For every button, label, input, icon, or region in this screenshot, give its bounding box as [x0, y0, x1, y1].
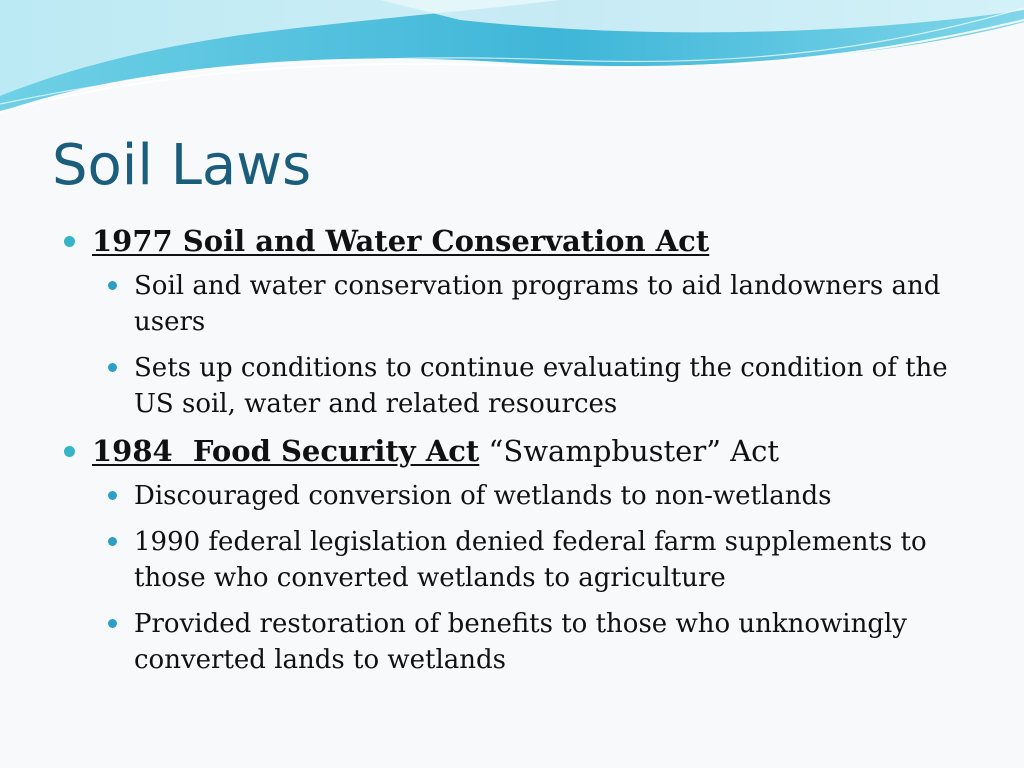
sub-bullet-item — [134, 524, 982, 596]
sub-bullet-item — [134, 350, 982, 422]
act-suffix: “Swampbuster” Act — [479, 434, 780, 468]
act-title: 1977 Soil and Water Conservation Act — [92, 224, 710, 258]
slide-title: Soil Laws — [52, 133, 312, 198]
bullet-level1 — [62, 222, 982, 260]
bullet-level1 — [62, 432, 982, 470]
sub-bullet-list — [62, 478, 982, 678]
header-wave-decoration — [0, 0, 1024, 130]
sub-bullet-item — [134, 478, 982, 514]
bullet-dot-icon — [64, 236, 75, 247]
sub-bullet-list — [62, 268, 982, 422]
sub-bullet-text: Provided restoration of benefits to those who unknowingly converted lands to wetlands — [134, 609, 907, 675]
list-item-1984-act — [62, 432, 982, 678]
bullet-dot-icon — [108, 619, 117, 628]
bullet-dot-icon — [64, 446, 75, 457]
bullet-dot-icon — [108, 363, 117, 372]
sub-bullet-text: Sets up conditions to continue evaluating the condition of the US soil, water and related resources — [134, 353, 948, 419]
list-item-1977-act — [62, 222, 982, 422]
sub-bullet-text: Discouraged conversion of wetlands to non-wetlands — [134, 481, 832, 511]
bullet-list — [62, 222, 982, 688]
bullet-dot-icon — [108, 491, 117, 500]
sub-bullet-text: 1990 federal legislation denied federal farm supplements to those who converted wetlands to agriculture — [134, 527, 927, 593]
sub-bullet-text: Soil and water conservation programs to aid landowners and users — [134, 271, 941, 337]
sub-bullet-item — [134, 268, 982, 340]
act-title: 1984 Food Security Act — [92, 434, 480, 468]
bullet-dot-icon — [108, 281, 117, 290]
bullet-dot-icon — [108, 537, 117, 546]
sub-bullet-item — [134, 606, 982, 678]
